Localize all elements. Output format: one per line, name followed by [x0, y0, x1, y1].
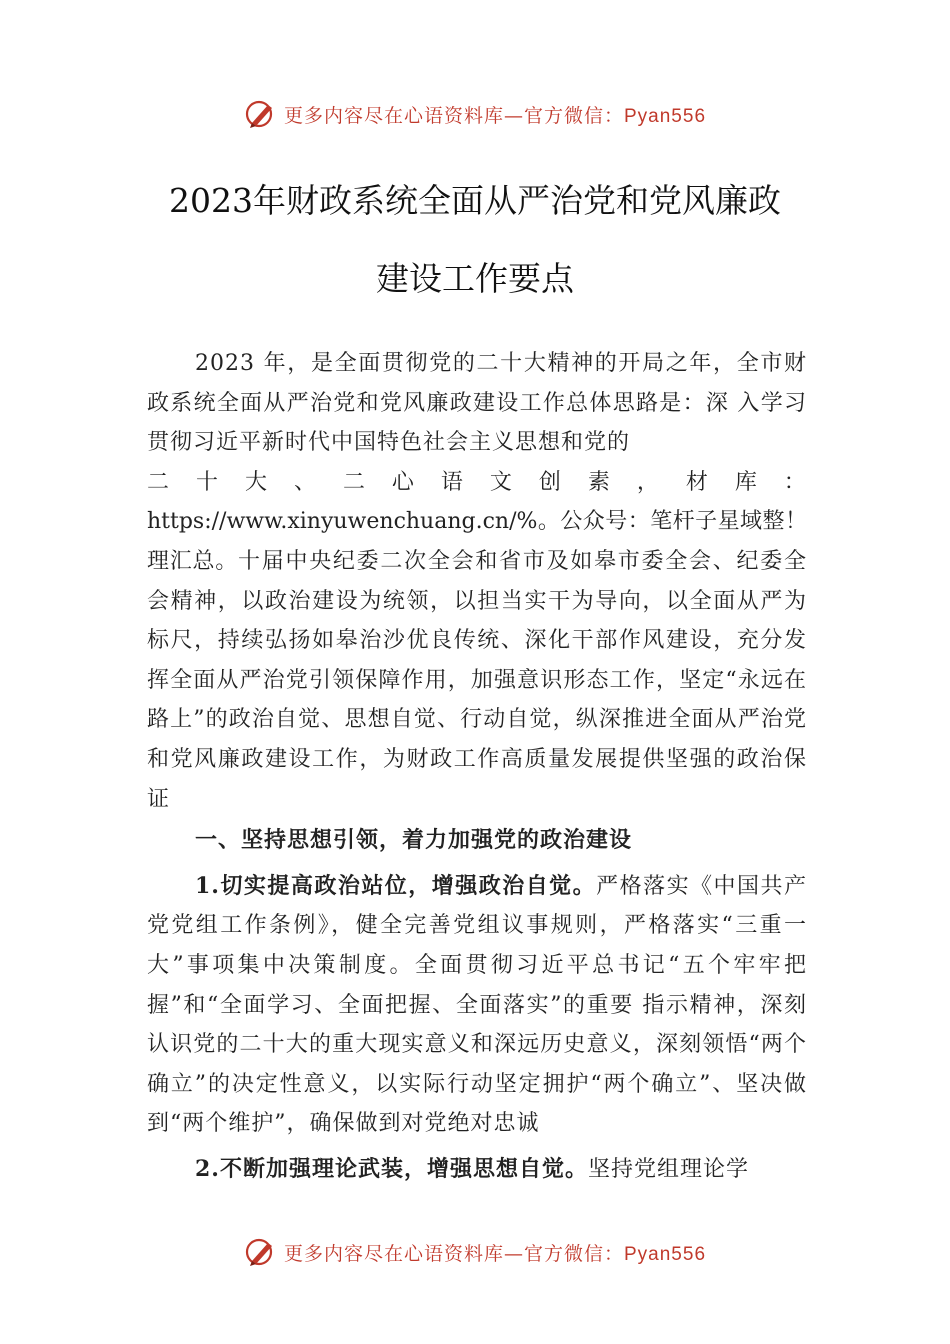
- wechat-id: Pyan556: [624, 1243, 707, 1265]
- pen-logo-icon: [244, 97, 278, 131]
- wechat-id: Pyan556: [624, 105, 707, 127]
- pen-logo-icon: [244, 1235, 278, 1269]
- spaced-char: 创: [538, 469, 562, 495]
- section1-item1: [147, 867, 807, 1144]
- document-body: [147, 344, 807, 1189]
- spaced-watermark-line: [147, 463, 807, 503]
- spaced-char: 大: [244, 469, 268, 495]
- intro-paragraph-part2: 十届中央纪委二次全会和省市及如皋市委全会、纪委全会精神，以政治建设为统领，以担当实干为导向，以全面从严为标尺，持续弘扬如皋治沙优良传统、深化干部作风建设，充分发挥全面从严治党引领保障作用，加强意识形态工作，坚定“永远在路上”的政治自觉、思想自觉、行动自觉，纵深推进全面从严治党和党风廉政建设工作，为财政工作高质量发展提供坚强的政治保证: [147, 548, 807, 812]
- intro-paragraph-url: https://www.xinyuwenchuang.cn/%。公众号：笔杆子星域整！理汇总。十届中央纪委二次全会和省市及如皋市委全会、纪委全会精神，以政治建设为统领，以担当实干为导向，以全面从严为标尺，持续弘扬如皋治沙优良传统、深化干部作风建设，充分发挥全面从严治党引领保障作用，加强意识形态工作，坚定“永远在路上”的政治自觉、思想自觉、行动自觉，纵深推进全面从严治党和党风廉政建设工作，为财政工作高质量发展提供坚强的政治保证: [147, 509, 807, 812]
- item2-body: 坚持党组理论学: [587, 1156, 749, 1182]
- spaced-char: 心: [391, 469, 415, 495]
- spaced-char: ，: [636, 469, 660, 495]
- spaced-char: 二: [342, 469, 366, 495]
- intro-paragraph-part1: 2023 年，是全面贯彻党的二十大精神的开局之年，全市财政系统全面从严治党和党风廉政建设工作总体思路是：深 入学习贯彻习近平新时代中国特色社会主义思想和党的: [147, 351, 807, 456]
- spaced-char: 库: [734, 469, 758, 495]
- spaced-char: 材: [685, 469, 709, 495]
- spaced-char: ：: [783, 469, 807, 495]
- spaced-char: 二: [147, 469, 171, 495]
- banner-text: 更多内容尽在心语资料库—官方微信：Pyan556: [283, 104, 707, 127]
- spaced-char: 素: [587, 469, 611, 495]
- item1-lead: 1.切实提高政治站位，增强政治自觉。: [195, 872, 597, 899]
- title-line-1: 2023年财政系统全面从严治党和党风廉政: [169, 181, 781, 220]
- document-title: [0, 162, 950, 318]
- spaced-char: 语: [440, 469, 464, 495]
- section1-item2: [147, 1150, 807, 1190]
- banner-text: 更多内容尽在心语资料库—官方微信：Pyan556: [283, 1242, 707, 1265]
- header-watermark-banner: [0, 94, 950, 134]
- title-line-2: 建设工作要点: [376, 259, 574, 298]
- footer-watermark-banner: [0, 1232, 950, 1272]
- spaced-char: 十: [195, 469, 219, 495]
- spaced-char: 、: [293, 469, 317, 495]
- item1-body: 严格落实《中国共产党党组工作条例》，健全完善党组议事规则，严格落实“三重一大”事项集中决策制度。全面贯彻习近平总书记“五个牢牢把握”和“全面学习、全面把握、全面落实”的重要 指示精神，深刻认识党的二十大的重大现实意义和深远历史意义，深刻领悟“两个确立”的决定性意义，以实际行动坚定拥护“两个确立”、坚决做到“两个维护”，确保做到对党绝对忠诚: [147, 873, 807, 1137]
- spaced-char: 文: [489, 469, 513, 495]
- item2-lead: 2.不断加强理论武装，增强思想自觉。: [195, 1155, 588, 1182]
- section-heading-1: 一、坚持思想引领，着力加强党的政治建设: [195, 827, 633, 854]
